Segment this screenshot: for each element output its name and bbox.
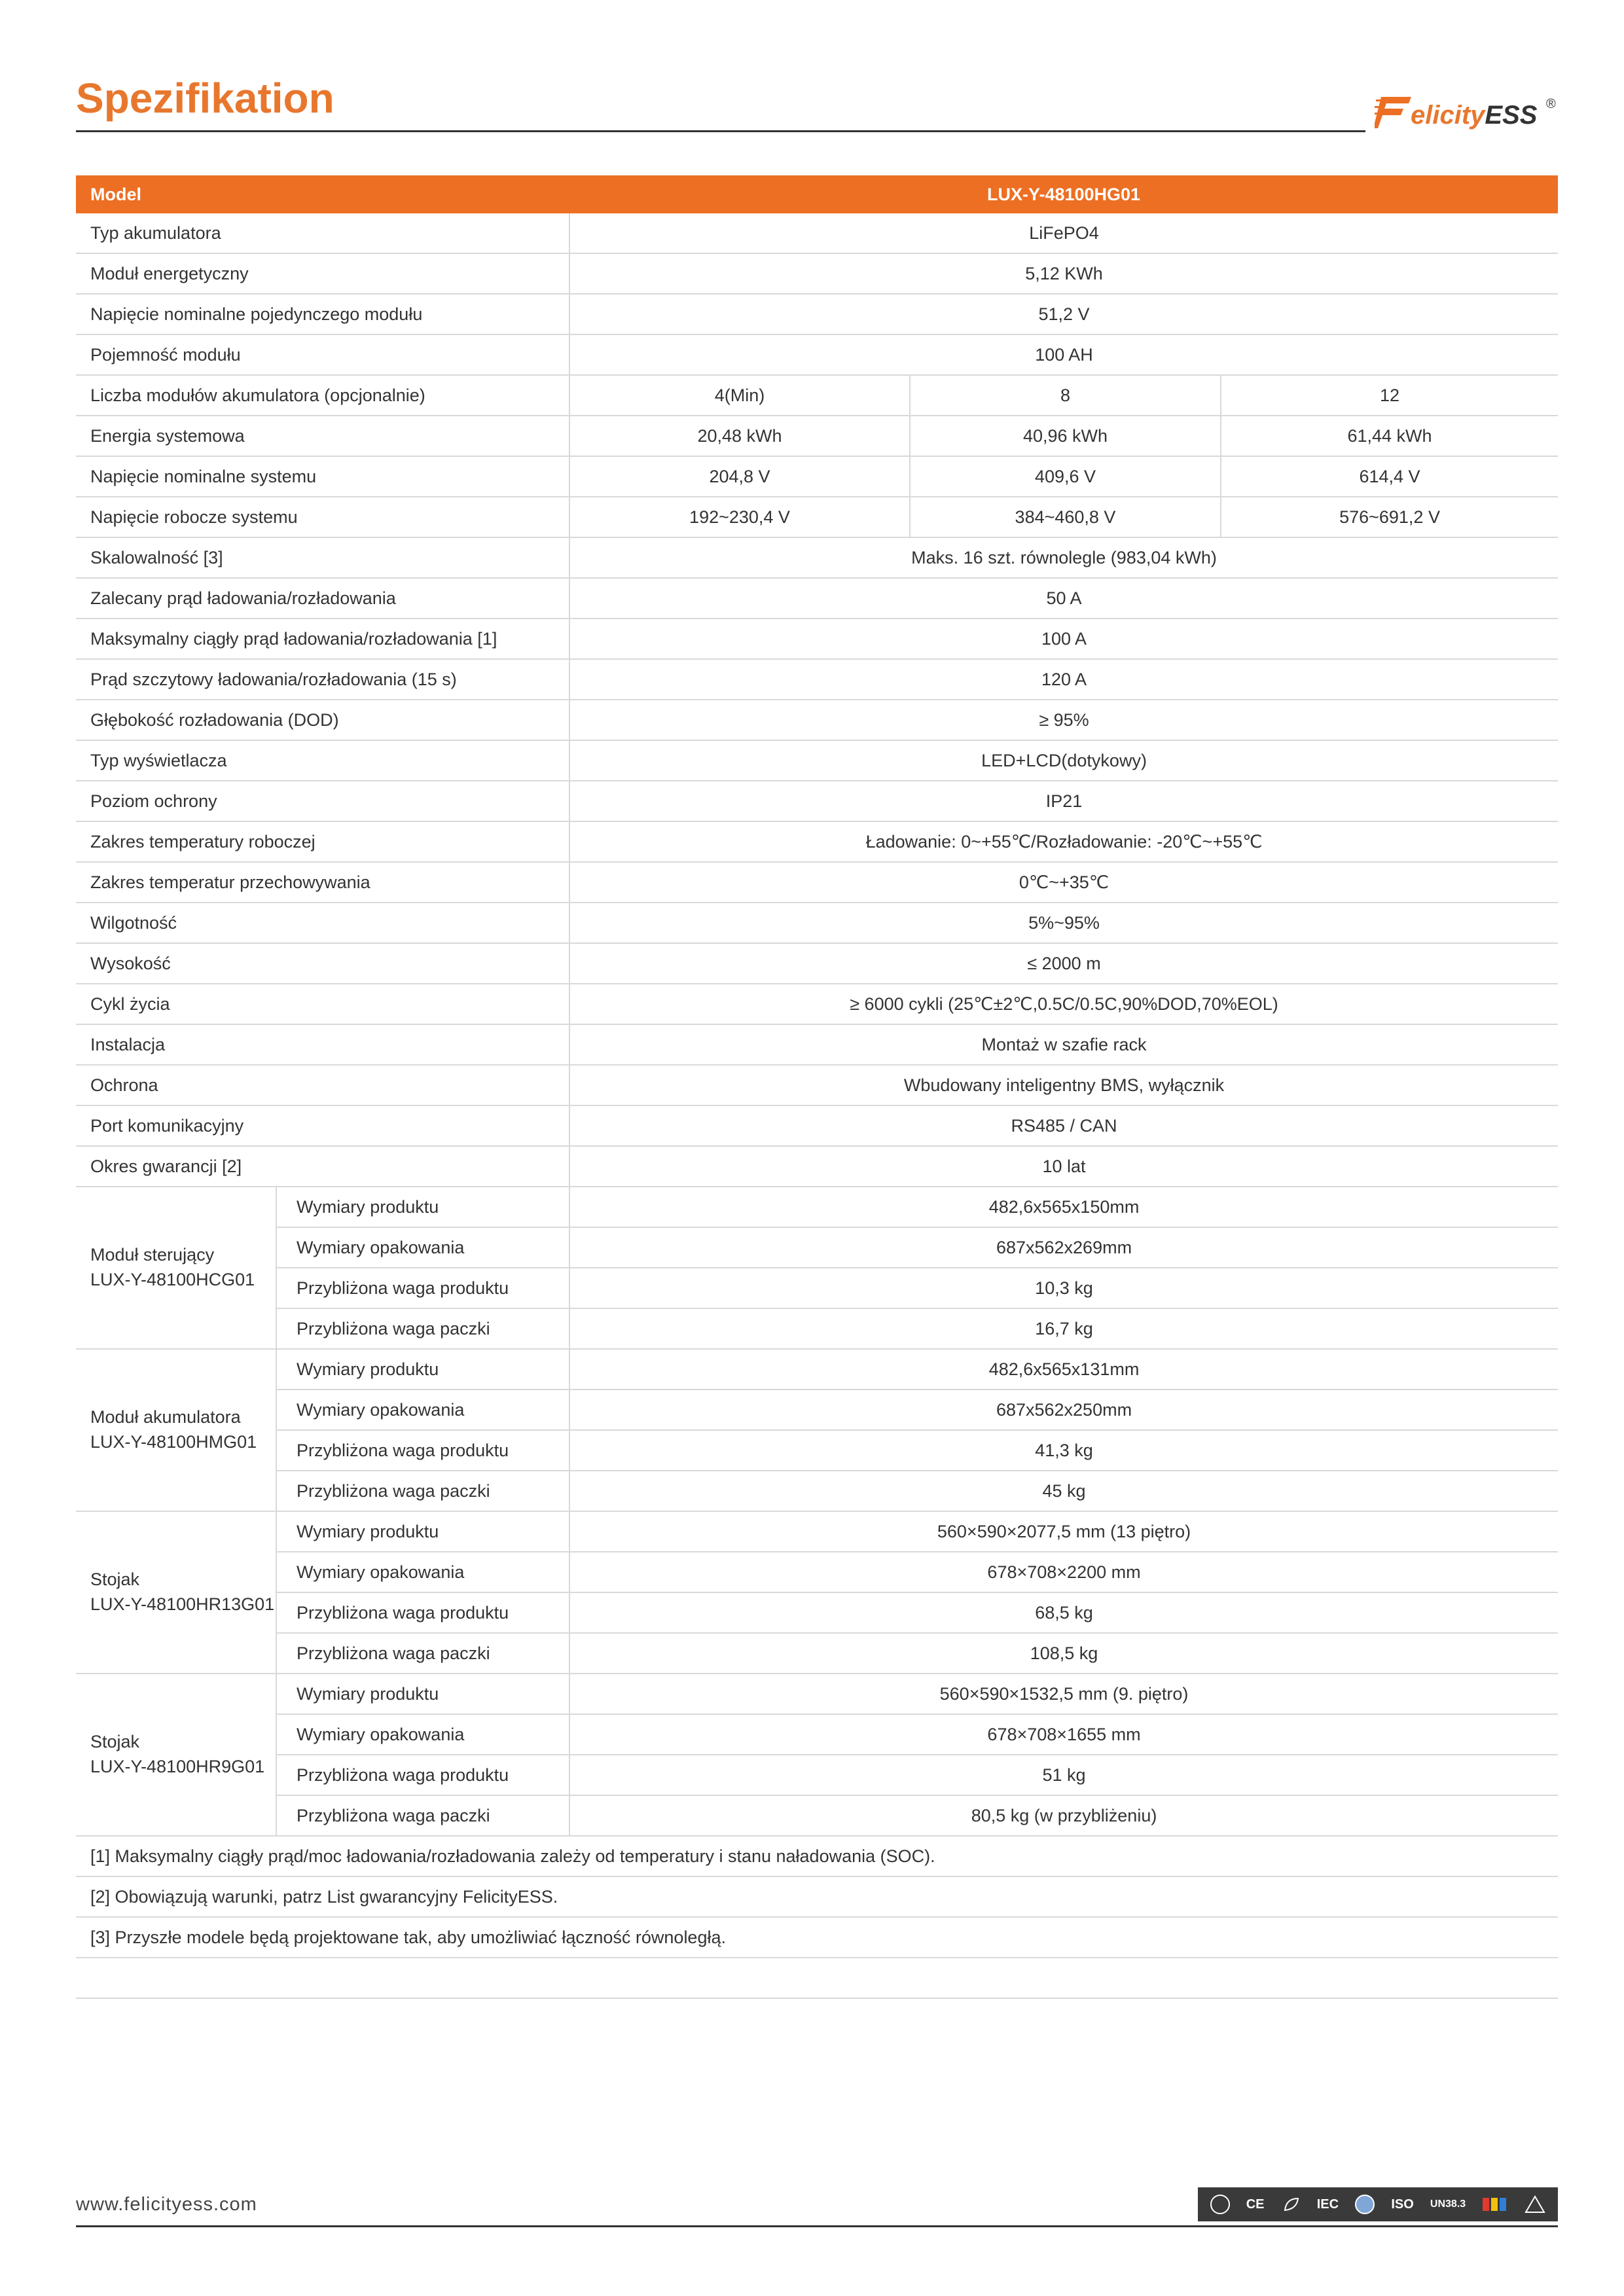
model-header-row bbox=[76, 175, 1558, 213]
footnote-row bbox=[76, 1836, 1558, 1876]
certification-strip bbox=[1198, 2187, 1558, 2221]
table-row bbox=[76, 1308, 1558, 1349]
row-label: Napięcie nominalne pojedynczego modułu bbox=[76, 294, 569, 334]
footnote: [1] Maksymalny ciągły prąd/moc ładowania/rozładowania zależy od temperatury i stanu naładowania (SOC). bbox=[76, 1836, 1558, 1876]
row-label: Przybliżona waga produktu bbox=[276, 1755, 569, 1795]
row-label: Skalowalność [3] bbox=[76, 537, 569, 578]
model-value: LUX-Y-48100HG01 bbox=[569, 175, 1558, 213]
row-value: 5,12 KWh bbox=[569, 253, 1558, 294]
row-value: 678×708×2200 mm bbox=[569, 1552, 1558, 1592]
table-row bbox=[76, 375, 1558, 416]
row-value: Ładowanie: 0~+55℃/Rozładowanie: -20℃~+55℃ bbox=[569, 821, 1558, 862]
row-label: Przybliżona waga produktu bbox=[276, 1268, 569, 1308]
row-value-4-modules: 20,48 kWh bbox=[569, 416, 910, 456]
row-value: RS485 / CAN bbox=[569, 1105, 1558, 1146]
table-row bbox=[76, 497, 1558, 537]
table-row bbox=[76, 943, 1558, 984]
spec-table bbox=[76, 175, 1558, 1999]
row-value: 100 AH bbox=[569, 334, 1558, 375]
row-value: IP21 bbox=[569, 781, 1558, 821]
row-value: 120 A bbox=[569, 659, 1558, 700]
row-label: Przybliżona waga paczki bbox=[276, 1633, 569, 1674]
row-label: Przybliżona waga produktu bbox=[276, 1430, 569, 1471]
row-value-12-modules: 576~691,2 V bbox=[1221, 497, 1558, 537]
table-row bbox=[76, 821, 1558, 862]
row-value: 41,3 kg bbox=[569, 1430, 1558, 1471]
row-label: Zalecany prąd ładowania/rozładowania bbox=[76, 578, 569, 619]
tuv-icon bbox=[1210, 2195, 1230, 2214]
table-row bbox=[76, 1105, 1558, 1146]
row-value: 100 A bbox=[569, 619, 1558, 659]
row-value: 45 kg bbox=[569, 1471, 1558, 1511]
row-label: Przybliżona waga paczki bbox=[276, 1308, 569, 1349]
row-value: ≥ 95% bbox=[569, 700, 1558, 740]
row-value-12-modules: 614,4 V bbox=[1221, 456, 1558, 497]
group-name-rack-13: Stojak LUX-Y-48100HR13G01 bbox=[76, 1511, 276, 1674]
row-label: Port komunikacyjny bbox=[76, 1105, 569, 1146]
footnote-row bbox=[76, 1876, 1558, 1917]
row-label: Poziom ochrony bbox=[76, 781, 569, 821]
row-label: Instalacja bbox=[76, 1024, 569, 1065]
registered-mark: ® bbox=[1546, 97, 1556, 111]
row-value: 51 kg bbox=[569, 1755, 1558, 1795]
table-row bbox=[76, 862, 1558, 903]
group-name-battery-module: Moduł akumulatora LUX-Y-48100HMG01 bbox=[76, 1349, 276, 1511]
row-value: 560×590×1532,5 mm (9. piętro) bbox=[569, 1674, 1558, 1714]
row-value: 678×708×1655 mm bbox=[569, 1714, 1558, 1755]
row-label: Napięcie robocze systemu bbox=[76, 497, 569, 537]
table-row bbox=[76, 294, 1558, 334]
row-label: Wymiary produktu bbox=[276, 1349, 569, 1390]
row-label: Typ akumulatora bbox=[76, 213, 569, 253]
row-label: Głębokość rozładowania (DOD) bbox=[76, 700, 569, 740]
table-row bbox=[76, 1633, 1558, 1674]
row-value: 482,6x565x150mm bbox=[569, 1187, 1558, 1227]
row-value: 16,7 kg bbox=[569, 1308, 1558, 1349]
row-label: Maksymalny ciągły prąd ładowania/rozładowania [1] bbox=[76, 619, 569, 659]
table-row bbox=[76, 1024, 1558, 1065]
un38-3-icon: UN38.3 bbox=[1430, 2198, 1466, 2210]
page-title: Spezifikation bbox=[76, 75, 334, 122]
row-label: Wymiary produktu bbox=[276, 1187, 569, 1227]
felicity-logo bbox=[1375, 85, 1558, 137]
row-value: 80,5 kg (w przybliżeniu) bbox=[569, 1795, 1558, 1836]
table-row bbox=[76, 416, 1558, 456]
weee-icon bbox=[1525, 2195, 1545, 2214]
group-name-rack-9: Stojak LUX-Y-48100HR9G01 bbox=[76, 1674, 276, 1836]
footer-divider bbox=[76, 2225, 1558, 2227]
row-label: Wymiary opakowania bbox=[276, 1714, 569, 1755]
row-value: 50 A bbox=[569, 578, 1558, 619]
table-row bbox=[76, 1430, 1558, 1471]
row-label: Liczba modułów akumulatora (opcjonalnie) bbox=[76, 375, 569, 416]
table-row bbox=[76, 1714, 1558, 1755]
table-row bbox=[76, 1511, 1558, 1552]
row-value: 687x562x269mm bbox=[569, 1227, 1558, 1268]
row-value: 5%~95% bbox=[569, 903, 1558, 943]
footnote: [2] Obowiązują warunki, patrz List gwarancyjny FelicityESS. bbox=[76, 1876, 1558, 1917]
row-value: ≥ 6000 cykli (25℃±2℃,0.5C/0.5C,90%DOD,70%EOL) bbox=[569, 984, 1558, 1024]
group-name-control-module: Moduł sterujący LUX-Y-48100HCG01 bbox=[76, 1187, 276, 1349]
table-row bbox=[76, 1390, 1558, 1430]
table-row bbox=[76, 334, 1558, 375]
blank-cell bbox=[76, 1958, 1558, 1998]
felicity-f-flame-logo-icon bbox=[1375, 92, 1414, 131]
footer-website: www.felicityess.com bbox=[76, 2194, 257, 2215]
row-value: 108,5 kg bbox=[569, 1633, 1558, 1674]
table-row bbox=[76, 984, 1558, 1024]
row-label: Wymiary opakowania bbox=[276, 1227, 569, 1268]
row-label: Cykl życia bbox=[76, 984, 569, 1024]
row-value-4-modules: 204,8 V bbox=[569, 456, 910, 497]
rohs-icon bbox=[1281, 2195, 1301, 2214]
row-label: Okres gwarancji [2] bbox=[76, 1146, 569, 1187]
row-value-12-modules: 12 bbox=[1221, 375, 1558, 416]
cb-icon bbox=[1355, 2195, 1375, 2214]
row-label: Wymiary produktu bbox=[276, 1511, 569, 1552]
row-label: Wymiary opakowania bbox=[276, 1390, 569, 1430]
table-row bbox=[76, 1755, 1558, 1795]
row-value: 10 lat bbox=[569, 1146, 1558, 1187]
row-label: Zakres temperatur przechowywania bbox=[76, 862, 569, 903]
table-row bbox=[76, 700, 1558, 740]
table-row bbox=[76, 213, 1558, 253]
table-row bbox=[76, 537, 1558, 578]
row-label: Ochrona bbox=[76, 1065, 569, 1105]
table-row bbox=[76, 1471, 1558, 1511]
logo-wordmark: elicityESS bbox=[1411, 101, 1538, 130]
footnote: [3] Przyszłe modele będą projektowane tak, aby umożliwiać łączność równoległą. bbox=[76, 1917, 1558, 1958]
row-value: 0℃~+35℃ bbox=[569, 862, 1558, 903]
row-value-4-modules: 192~230,4 V bbox=[569, 497, 910, 537]
row-label: Wymiary produktu bbox=[276, 1674, 569, 1714]
table-row bbox=[76, 578, 1558, 619]
row-value: 482,6x565x131mm bbox=[569, 1349, 1558, 1390]
row-label: Wymiary opakowania bbox=[276, 1552, 569, 1592]
table-row bbox=[76, 1268, 1558, 1308]
table-row bbox=[76, 619, 1558, 659]
table-row bbox=[76, 1592, 1558, 1633]
table-row bbox=[76, 1795, 1558, 1836]
row-label: Moduł energetyczny bbox=[76, 253, 569, 294]
row-value: Maks. 16 szt. równolegle (983,04 kWh) bbox=[569, 537, 1558, 578]
row-value: Montaż w szafie rack bbox=[569, 1024, 1558, 1065]
row-label: Typ wyświetlacza bbox=[76, 740, 569, 781]
ce-mark-icon: CE bbox=[1246, 2197, 1265, 2212]
title-divider bbox=[76, 130, 1365, 132]
table-row bbox=[76, 740, 1558, 781]
table-row bbox=[76, 1674, 1558, 1714]
iec-icon: IEC bbox=[1316, 2197, 1339, 2212]
table-row bbox=[76, 1146, 1558, 1187]
row-label: Napięcie nominalne systemu bbox=[76, 456, 569, 497]
row-value: LED+LCD(dotykowy) bbox=[569, 740, 1558, 781]
blank-row bbox=[76, 1958, 1558, 1998]
msds-icon bbox=[1482, 2196, 1508, 2213]
table-row bbox=[76, 1187, 1558, 1227]
row-value: 68,5 kg bbox=[569, 1592, 1558, 1633]
row-label: Wilgotność bbox=[76, 903, 569, 943]
table-row bbox=[76, 903, 1558, 943]
table-row bbox=[76, 456, 1558, 497]
row-value-8-modules: 8 bbox=[910, 375, 1221, 416]
row-value-8-modules: 409,6 V bbox=[910, 456, 1221, 497]
row-label: Przybliżona waga produktu bbox=[276, 1592, 569, 1633]
footnote-row bbox=[76, 1917, 1558, 1958]
model-label: Model bbox=[76, 175, 569, 213]
row-value: Wbudowany inteligentny BMS, wyłącznik bbox=[569, 1065, 1558, 1105]
row-value: ≤ 2000 m bbox=[569, 943, 1558, 984]
row-value-4-modules: 4(Min) bbox=[569, 375, 910, 416]
row-label: Przybliżona waga paczki bbox=[276, 1471, 569, 1511]
table-row bbox=[76, 1227, 1558, 1268]
row-label: Przybliżona waga paczki bbox=[276, 1795, 569, 1836]
table-row bbox=[76, 781, 1558, 821]
row-value-8-modules: 40,96 kWh bbox=[910, 416, 1221, 456]
row-value: 687x562x250mm bbox=[569, 1390, 1558, 1430]
table-row bbox=[76, 659, 1558, 700]
row-label: Wysokość bbox=[76, 943, 569, 984]
row-value-12-modules: 61,44 kWh bbox=[1221, 416, 1558, 456]
row-value: LiFePO4 bbox=[569, 213, 1558, 253]
row-label: Energia systemowa bbox=[76, 416, 569, 456]
table-row bbox=[76, 1349, 1558, 1390]
table-row bbox=[76, 253, 1558, 294]
row-label: Zakres temperatury roboczej bbox=[76, 821, 569, 862]
row-label: Prąd szczytowy ładowania/rozładowania (15 s) bbox=[76, 659, 569, 700]
row-value: 51,2 V bbox=[569, 294, 1558, 334]
table-row bbox=[76, 1065, 1558, 1105]
row-label: Pojemność modułu bbox=[76, 334, 569, 375]
row-value-8-modules: 384~460,8 V bbox=[910, 497, 1221, 537]
iso-icon: ISO bbox=[1391, 2197, 1414, 2212]
table-row bbox=[76, 1552, 1558, 1592]
row-value: 560×590×2077,5 mm (13 piętro) bbox=[569, 1511, 1558, 1552]
row-value: 10,3 kg bbox=[569, 1268, 1558, 1308]
